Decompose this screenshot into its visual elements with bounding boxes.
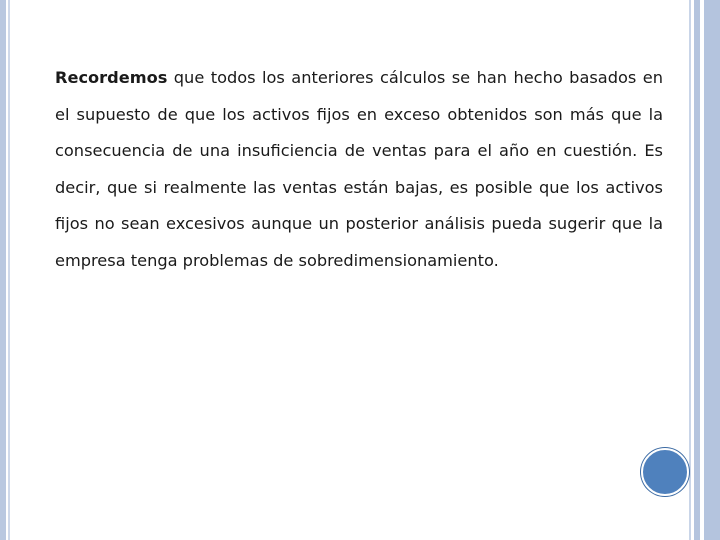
left-frame-border — [0, 0, 12, 540]
decorative-circle-icon — [641, 448, 689, 496]
right-frame-border — [688, 0, 720, 540]
body-paragraph — [55, 60, 663, 279]
paragraph-body-text: que todos los anteriores cálculos se han hecho basados en el supuesto de que los activos fijos en exceso obtenidos son más que la consecuencia de una insuficiencia de ventas para el año en cuestión. Es decir, que si realmente las ventas están bajas, es posible que los activos fijos no sean excesivos aunque un posterior análisis pueda sugerir que la empresa tenga problemas de sobredimensionamiento. — [55, 68, 663, 270]
paragraph-lead-word: Recordemos — [55, 68, 168, 87]
